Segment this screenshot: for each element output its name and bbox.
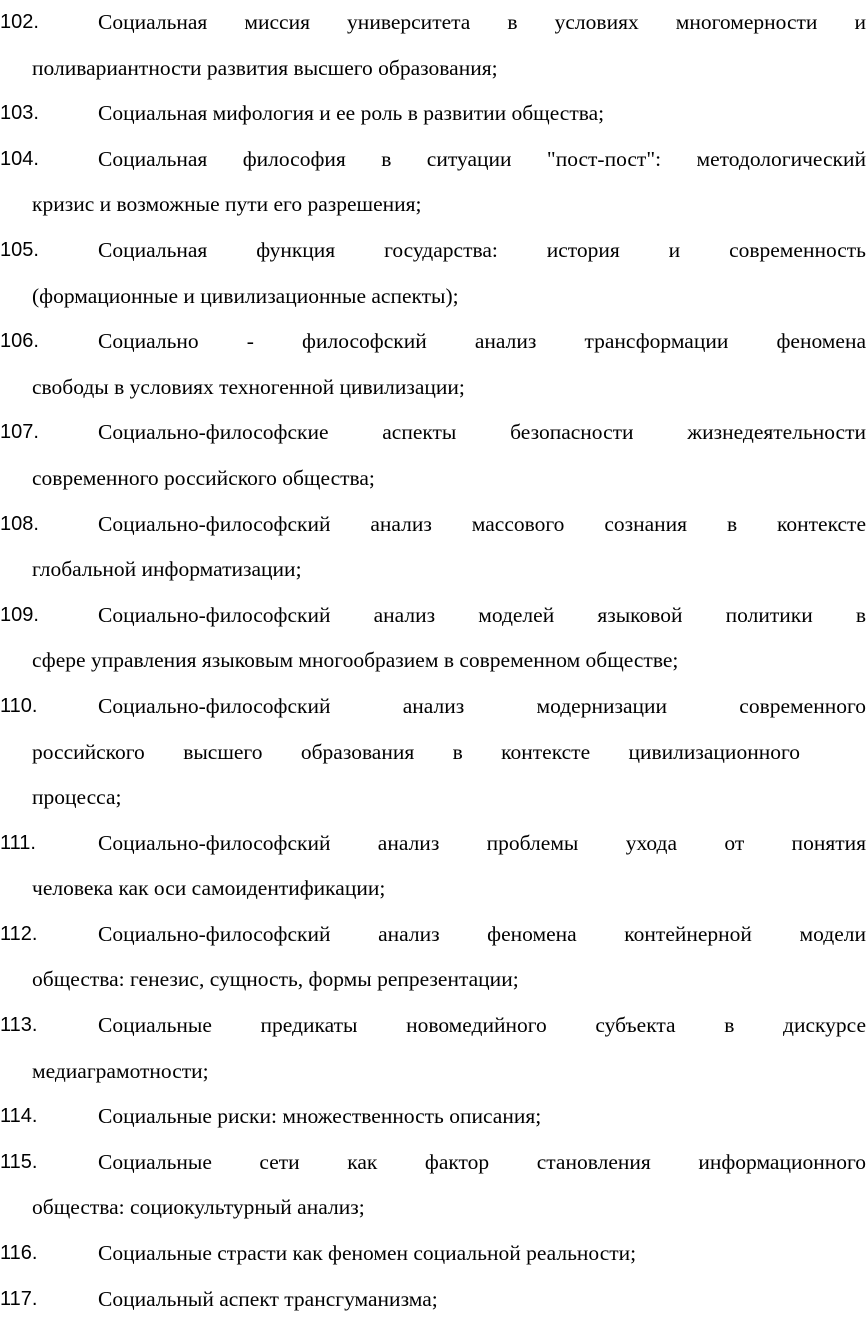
item-number: 115.	[0, 1150, 38, 1173]
item-text: Социально-философский анализ проблемы ухода от понятия	[98, 830, 866, 855]
item-text-continued: кризис и возможные пути его разрешения;	[32, 192, 422, 217]
item-text-continued: общества: генезис, сущность, формы репрезентации;	[32, 967, 519, 992]
item-number: 104.	[0, 147, 39, 170]
item-text: Социальная философия в ситуации "пост-пост": методологический	[98, 146, 866, 171]
item-number: 105.	[0, 238, 39, 261]
item-number: 102.	[0, 11, 39, 33]
item-number: 113.	[0, 1014, 38, 1037]
item-text: Социально-философский анализ феномена контейнерной модели	[98, 921, 866, 946]
list-item-116	[0, 1231, 866, 1277]
list-item-113	[0, 1003, 866, 1094]
list-item-114	[0, 1094, 866, 1140]
list-item-109	[0, 593, 866, 684]
item-text-continued: общества: социокультурный анализ;	[32, 1195, 365, 1220]
item-number: 108.	[0, 512, 39, 535]
item-text-continued: сфере управления языковым многообразием в современном обществе;	[32, 648, 679, 673]
item-text: Социально-философский анализ массового сознания в контексте	[98, 511, 866, 536]
list-item-103	[0, 91, 866, 137]
item-text-continued: свободы в условиях техногенной цивилизации;	[32, 374, 465, 399]
item-number: 107.	[0, 421, 39, 444]
list-item-117	[0, 1277, 866, 1322]
item-text-continued: поливариантности развития высшего образования;	[32, 55, 498, 80]
item-text-continued: (формационные и цивилизационные аспекты);	[32, 283, 459, 308]
item-number: 109.	[0, 603, 39, 626]
item-text: Социально-философские аспекты безопасности жизнедеятельности	[98, 420, 866, 445]
list-item-105	[0, 228, 866, 319]
item-number: 111.	[0, 831, 36, 854]
item-text: Социальные предикаты новомедийного субъекта в дискурсе	[98, 1013, 866, 1038]
item-text-continued: медиаграмотности;	[32, 1058, 209, 1083]
item-text: Социально-философский анализ моделей языковой политики в	[98, 602, 866, 627]
item-number: 112.	[0, 922, 38, 945]
item-number: 116.	[0, 1242, 38, 1265]
list-item-107	[0, 410, 866, 501]
item-text: Социальная мифология и ее роль в развитии общества;	[98, 101, 605, 126]
list-item-112	[0, 912, 866, 1003]
item-text-continued: процесса;	[32, 785, 122, 810]
list-item-106	[0, 319, 866, 410]
item-text: Социально-философский анализ модернизации современного	[98, 693, 866, 718]
item-number: 117.	[0, 1287, 38, 1310]
item-text-continued: российского высшего образования в контексте цивилизационного	[32, 739, 800, 764]
list-item-110	[0, 684, 866, 821]
list-item-102	[0, 0, 866, 91]
item-number: 114.	[0, 1105, 38, 1128]
item-number: 110.	[0, 694, 38, 717]
item-number: 106.	[0, 330, 39, 353]
item-text: Социальная функция государства: история и современность	[98, 237, 866, 262]
list-item-111	[0, 821, 866, 912]
list-item-108	[0, 502, 866, 593]
item-text: Социальные риски: множественность описания;	[98, 1104, 542, 1129]
item-text-continued: глобальной информатизации;	[32, 557, 302, 582]
item-text-continued: современного российского общества;	[32, 465, 375, 490]
item-text: Социальные страсти как феномен социальной реальности;	[98, 1241, 637, 1266]
item-text-continued: человека как оси самоидентификации;	[32, 876, 386, 901]
list-item-104	[0, 137, 866, 228]
list-item-115	[0, 1140, 866, 1231]
item-text: Социальные сети как фактор становления информационного	[98, 1149, 866, 1174]
item-text: Социальный аспект трансгуманизма;	[98, 1286, 438, 1311]
item-number: 103.	[0, 102, 39, 125]
item-text: Социальная миссия университета в условиях многомерности и	[98, 10, 866, 34]
item-text: Социально - философский анализ трансформации феномена	[98, 329, 866, 354]
